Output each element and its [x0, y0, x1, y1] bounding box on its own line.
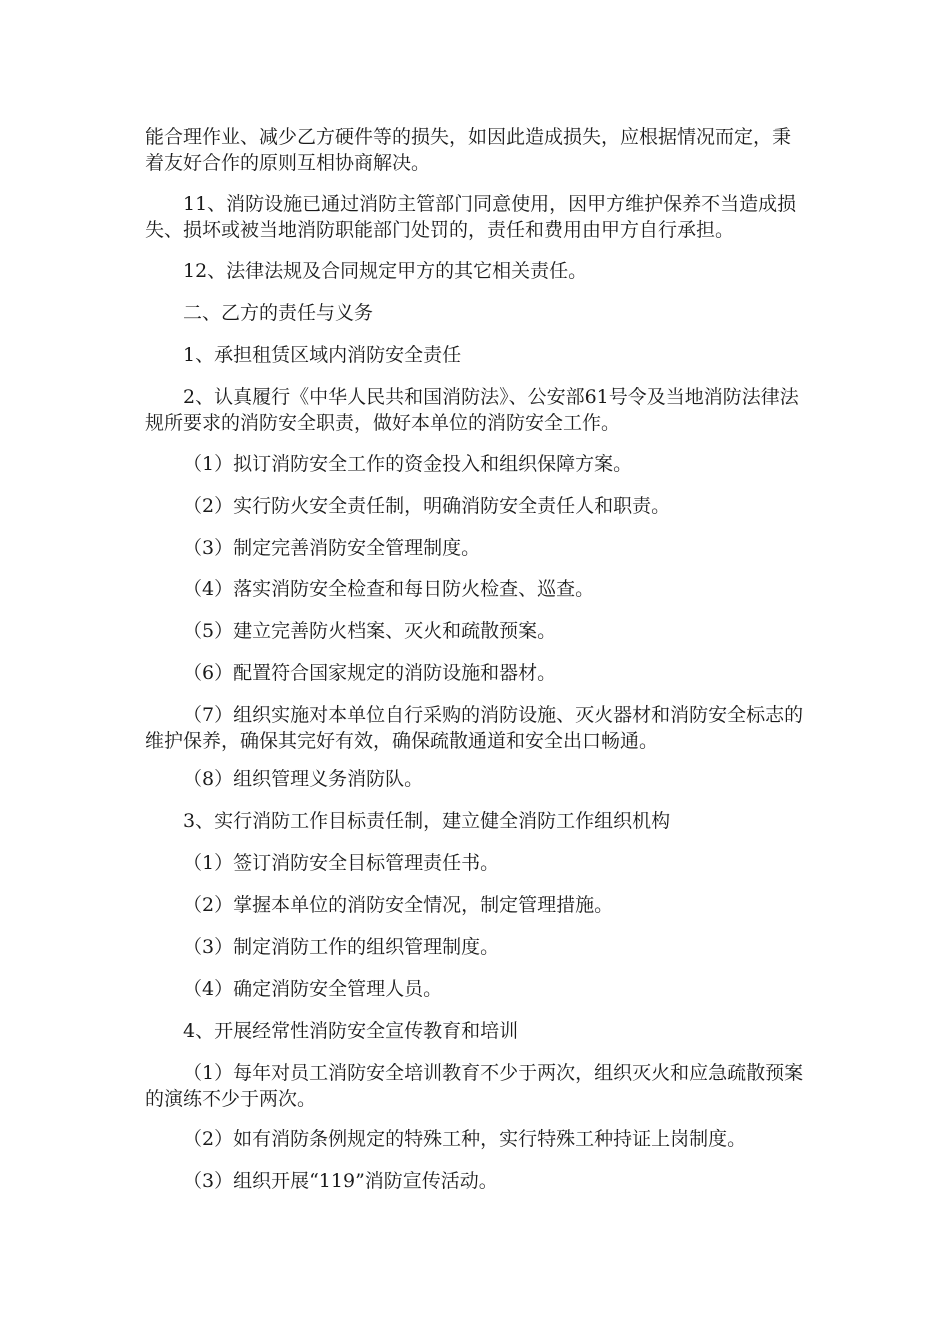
sub-item-4-3: （3）组织开展“119”消防宣传活动。 [183, 1170, 498, 1192]
sub-item-2-1: （1）拟订消防安全工作的资金投入和组织保障方案。 [183, 453, 633, 475]
sub-item-2-3: （3）制定完善消防安全管理制度。 [183, 537, 481, 559]
paragraph-item-4: 4、开展经常性消防安全宣传教育和培训 [183, 1020, 519, 1042]
section-heading-2: 二、乙方的责任与义务 [183, 302, 374, 324]
sub-item-3-2: （2）掌握本单位的消防安全情况，制定管理措施。 [183, 894, 614, 916]
sub-item-3-1: （1）签订消防安全目标管理责任书。 [183, 852, 500, 874]
paragraph-item-3: 3、实行消防工作目标责任制，建立健全消防工作组织机构 [183, 810, 671, 832]
sub-item-4-1: （1）每年对员工消防安全培训教育不少于两次，组织灭火和应急疏散预案的演练不少于两次。 [145, 1062, 804, 1110]
sub-item-3-3: （3）制定消防工作的组织管理制度。 [183, 936, 500, 958]
sub-item-2-6: （6）配置符合国家规定的消防设施和器材。 [183, 662, 557, 684]
sub-item-2-7: （7）组织实施对本单位自行采购的消防设施、灭火器材和消防安全标志的维护保养，确保其完好有效，确保疏散通道和安全出口畅通。 [145, 704, 804, 752]
sub-item-2-8: （8）组织管理义务消防队。 [183, 768, 424, 790]
sub-item-2-5: （5）建立完善防火档案、灭火和疏散预案。 [183, 620, 557, 642]
sub-item-3-4: （4）确定消防安全管理人员。 [183, 978, 443, 1000]
sub-item-4-2: （2）如有消防条例规定的特殊工种，实行特殊工种持证上岗制度。 [183, 1128, 747, 1150]
paragraph-item-12: 12、法律法规及合同规定甲方的其它相关责任。 [183, 260, 588, 282]
sub-item-2-2: （2）实行防火安全责任制，明确消防安全责任人和职责。 [183, 495, 671, 517]
paragraph-continuation: 能合理作业、减少乙方硬件等的损失，如因此造成损失，应根据情况而定，秉着友好合作的原则互相协商解决。 [145, 126, 792, 174]
sub-item-2-4: （4）落实消防安全检查和每日防火检查、巡查。 [183, 578, 595, 600]
paragraph-item-11: 11、消防设施已通过消防主管部门同意使用，因甲方维护保养不当造成损失、损坏或被当地消防职能部门处罚的，责任和费用由甲方自行承担。 [145, 193, 797, 241]
paragraph-item-2: 2、认真履行《中华人民共和国消防法》、公安部61号令及当地消防法律法规所要求的消防安全职责，做好本单位的消防安全工作。 [145, 386, 799, 434]
paragraph-item-1: 1、承担租赁区域内消防安全责任 [183, 344, 462, 366]
